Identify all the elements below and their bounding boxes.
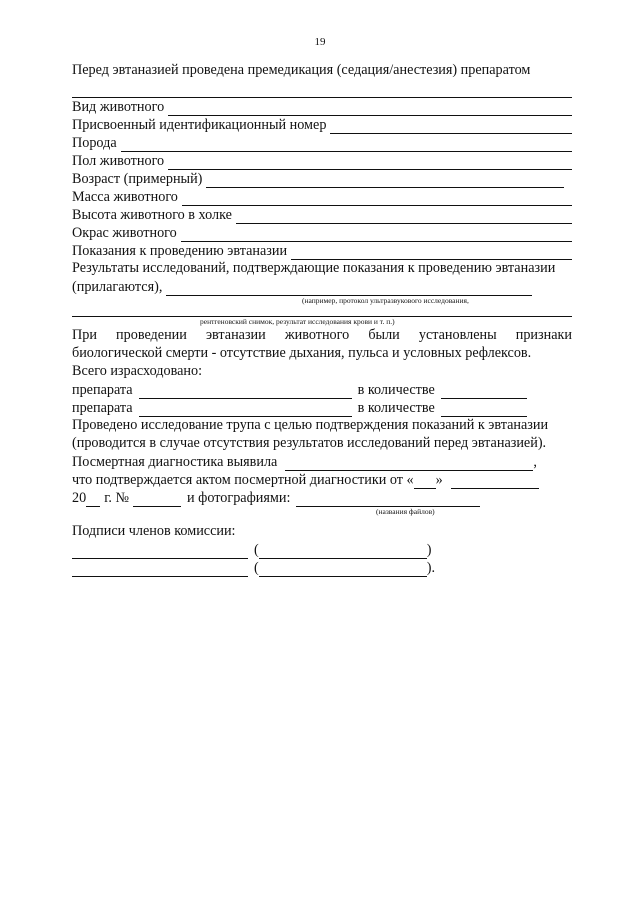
form-body <box>72 62 572 577</box>
weight-label: Масса животного <box>72 189 178 205</box>
death-signs-line-1: При проведении эвтаназии животного были установлены признаки <box>72 327 572 343</box>
age-field[interactable] <box>206 175 564 188</box>
premedication-label: Перед эвтаназией проведена премедикация (седация/анестезия) препаратом <box>72 62 531 78</box>
study-line-1: Проведено исследование трупа с целью подтверждения показаний к эвтаназии <box>72 417 549 433</box>
results-attached-label: (прилагаются), <box>72 279 163 295</box>
year-prefix: 20 <box>72 490 87 506</box>
color-label: Окрас животного <box>72 225 177 241</box>
height-row <box>72 206 572 224</box>
postmortem-field[interactable] <box>285 458 533 471</box>
qty-field[interactable] <box>441 386 527 399</box>
qty-label: в количестве <box>357 382 435 398</box>
premedication-field[interactable] <box>72 80 572 98</box>
breed-field[interactable] <box>121 139 572 152</box>
consumed-row-1 <box>72 381 572 399</box>
page-number: 19 <box>314 36 326 48</box>
sex-label: Пол животного <box>72 153 165 169</box>
drug-field[interactable] <box>139 404 352 417</box>
id-number-row <box>72 116 572 134</box>
sex-field[interactable] <box>168 157 572 170</box>
files-caption: (названия файлов) <box>376 507 435 516</box>
color-field[interactable] <box>181 229 572 242</box>
photos-label: и фотографиями: <box>187 490 291 506</box>
year-row <box>72 489 572 507</box>
signature-row-2 <box>72 559 572 577</box>
drug-label: препарата <box>72 382 133 398</box>
signature-row-1 <box>72 541 572 559</box>
paren-open: ( <box>254 560 259 576</box>
act-label: что подтверждается актом посмертной диагностики от « <box>72 472 414 488</box>
act-month-field[interactable] <box>451 476 539 489</box>
signature-field[interactable] <box>72 564 248 577</box>
indications-label: Показания к проведению эвтаназии <box>72 243 288 259</box>
sex-row <box>72 152 572 170</box>
species-field[interactable] <box>168 103 572 116</box>
weight-field[interactable] <box>182 193 572 206</box>
number-label: г. № <box>104 490 130 506</box>
paren-open: ( <box>254 542 259 558</box>
signature-field[interactable] <box>72 546 248 559</box>
species-label: Вид животного <box>72 99 165 115</box>
results-caption-1: (например, протокол ультразвукового исследования, <box>302 296 469 305</box>
species-row <box>72 98 572 116</box>
height-label: Высота животного в холке <box>72 207 232 223</box>
height-field[interactable] <box>236 211 572 224</box>
year-field[interactable] <box>86 494 100 507</box>
color-row <box>72 224 572 242</box>
weight-row <box>72 188 572 206</box>
qty-field[interactable] <box>441 404 527 417</box>
results-row <box>72 278 572 296</box>
quote-close: » <box>435 472 443 488</box>
paren-close: ) <box>426 542 432 558</box>
comma: , <box>533 454 537 470</box>
photos-field[interactable] <box>296 494 480 507</box>
results-field-2[interactable] <box>72 306 572 317</box>
indications-row <box>72 242 572 260</box>
study-line-2: (проводится в случае отсутствия результатов исследований перед эвтаназией). <box>72 435 547 451</box>
drug-label: препарата <box>72 400 133 416</box>
drug-field[interactable] <box>139 386 352 399</box>
results-caption-2: рентгеновский снимок, результат исследования крови и т. п.) <box>200 317 395 326</box>
signature-name-field[interactable] <box>259 546 427 559</box>
act-day-field[interactable] <box>414 476 436 489</box>
age-row <box>72 170 572 188</box>
breed-row <box>72 134 572 152</box>
results-field[interactable] <box>166 283 532 296</box>
qty-label: в количестве <box>357 400 435 416</box>
id-number-field[interactable] <box>330 121 572 134</box>
death-signs-line-2: биологической смерти - отсутствие дыхания, пульса и условных рефлексов. <box>72 345 532 361</box>
consumed-title: Всего израсходовано: <box>72 363 203 379</box>
act-row <box>72 471 572 489</box>
signatures-title: Подписи членов комиссии: <box>72 523 236 539</box>
results-label: Результаты исследований, подтверждающие показания к проведению эвтаназии <box>72 260 556 276</box>
postmortem-label: Посмертная диагностика выявила <box>72 454 278 470</box>
act-number-field[interactable] <box>133 494 181 507</box>
signature-name-field[interactable] <box>259 564 427 577</box>
paren-close: ). <box>426 560 436 576</box>
age-label: Возраст (примерный) <box>72 171 203 187</box>
indications-field[interactable] <box>291 247 572 260</box>
postmortem-row <box>72 453 572 471</box>
id-number-label: Присвоенный идентификационный номер <box>72 117 327 133</box>
breed-label: Порода <box>72 135 117 151</box>
consumed-row-2 <box>72 399 572 417</box>
